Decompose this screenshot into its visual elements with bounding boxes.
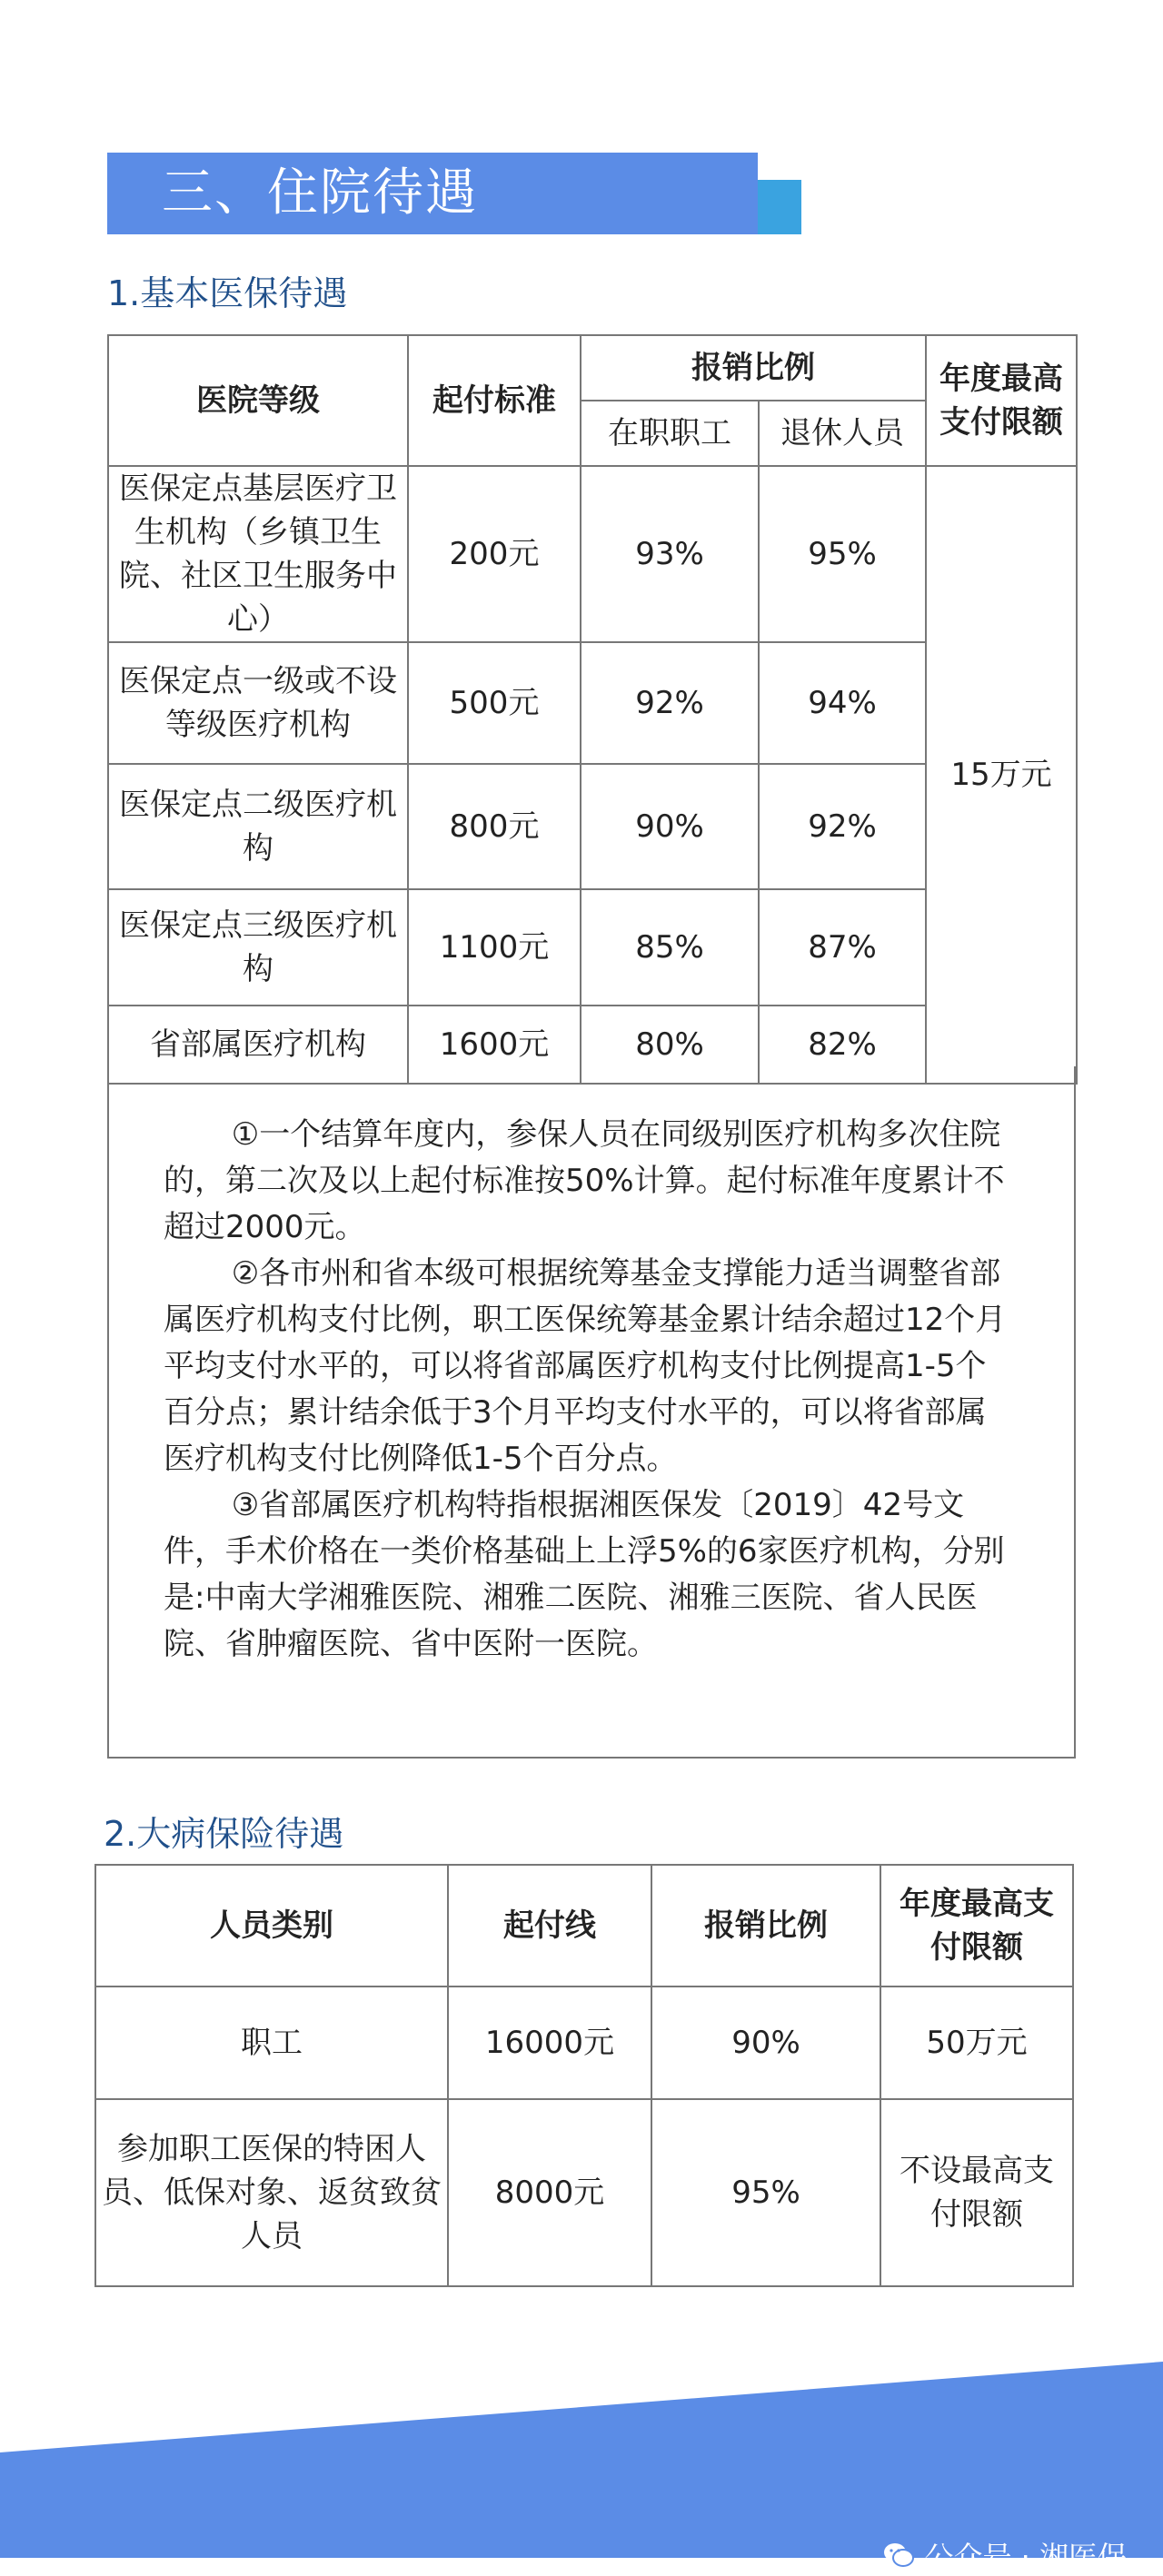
row-ratio: 95% <box>651 2099 880 2286</box>
col-header-employed: 在职职工 <box>581 401 759 466</box>
row-retired: 92% <box>759 764 926 889</box>
row-retired: 82% <box>759 1006 926 1084</box>
row-retired: 87% <box>759 889 926 1006</box>
section-title-accent <box>758 180 801 234</box>
row-retired: 95% <box>759 466 926 642</box>
note-item: ①一个结算年度内，参保人员在同级别医疗机构多次住院的，第二次及以上起付标准按50%计算。起付标准年度累计不超过2000元。 <box>164 1116 1005 1245</box>
row-category: 职工 <box>95 1986 448 2099</box>
max-payment-value: 15万元 <box>926 466 1077 1084</box>
row-threshold: 200元 <box>408 466 581 642</box>
row-level: 医保定点基层医疗卫生机构（乡镇卫生院、社区卫生服务中心） <box>108 466 408 642</box>
row-threshold: 500元 <box>408 642 581 764</box>
row-employed: 93% <box>581 466 759 642</box>
basic-insurance-table <box>107 334 1078 1085</box>
note-item: ③省部属医疗机构特指根据湘医保发〔2019〕42号文件，手术价格在一类价格基础上上浮5%的6家医疗机构，分别是:中南大学湘雅医院、湘雅二医院、湘雅三医院、省人民医院、省肿瘤医院、省中医附一医院。 <box>164 1487 1005 1662</box>
row-level: 医保定点一级或不设等级医疗机构 <box>108 642 408 764</box>
row-level: 医保定点二级医疗机构 <box>108 764 408 889</box>
row-threshold: 1600元 <box>408 1006 581 1084</box>
section-title: 三、住院待遇 <box>162 163 478 223</box>
col-header-max: 年度最高支付限额 <box>926 335 1077 466</box>
row-threshold: 800元 <box>408 764 581 889</box>
row-max: 不设最高支付限额 <box>880 2099 1073 2286</box>
table-row <box>95 1986 1073 2099</box>
table-row <box>108 466 1077 642</box>
row-level: 医保定点三级医疗机构 <box>108 889 408 1006</box>
col-header-ratio: 报销比例 <box>651 1865 880 1986</box>
row-retired: 94% <box>759 642 926 764</box>
footer-account <box>882 2534 1127 2576</box>
row-employed: 80% <box>581 1006 759 1084</box>
row-category: 参加职工医保的特困人员、低保对象、返贫致贫人员 <box>95 2099 448 2286</box>
col-header-ratio: 报销比例 <box>581 335 926 401</box>
row-employed: 90% <box>581 764 759 889</box>
row-employed: 92% <box>581 642 759 764</box>
footer-text: 公众号 · 湘医保 <box>924 2540 1127 2574</box>
critical-illness-table <box>94 1864 1074 2287</box>
table-row <box>95 2099 1073 2286</box>
row-ratio: 90% <box>651 1986 880 2099</box>
basic-insurance-notes <box>107 1066 1076 1759</box>
row-max: 50万元 <box>880 1986 1073 2099</box>
col-header-threshold: 起付标准 <box>408 335 581 466</box>
row-employed: 85% <box>581 889 759 1006</box>
row-level: 省部属医疗机构 <box>108 1006 408 1084</box>
row-threshold: 16000元 <box>448 1986 651 2099</box>
col-header-retired: 退休人员 <box>759 401 926 466</box>
critical-illness-heading: 2.大病保险待遇 <box>104 1814 344 1854</box>
col-header-category: 人员类别 <box>95 1865 448 1986</box>
row-threshold: 1100元 <box>408 889 581 1006</box>
footer-band <box>0 2362 1163 2558</box>
wechat-icon <box>882 2541 915 2569</box>
col-header-level: 医院等级 <box>108 335 408 466</box>
basic-insurance-heading: 1.基本医保待遇 <box>107 273 348 313</box>
col-header-max: 年度最高支付限额 <box>880 1865 1073 1986</box>
row-threshold: 8000元 <box>448 2099 651 2286</box>
col-header-threshold: 起付线 <box>448 1865 651 1986</box>
note-item: ②各市州和省本级可根据统筹基金支撑能力适当调整省部属医疗机构支付比例，职工医保统筹基金累计结余超过12个月平均支付水平的，可以将省部属医疗机构支付比例提高1-5个百分点；累计结余低于3个月平均支付水平的，可以将省部属医疗机构支付比例降低1-5个百分点。 <box>164 1255 1007 1477</box>
